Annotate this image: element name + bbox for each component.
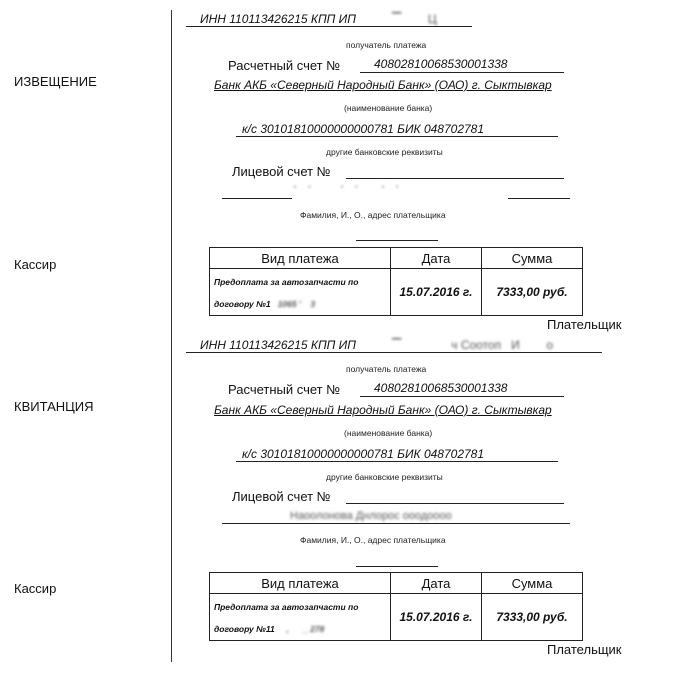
payee-line: ИНН 110113426215 КПП ИП xyxy=(200,12,356,26)
cashier-label: Кассир xyxy=(14,257,57,272)
receipt-title: КВИТАНЦИЯ xyxy=(14,399,94,414)
bank-details: к/с 30101810000000000781 БИК 048702781 xyxy=(242,122,485,136)
payee-line: ИНН 110113426215 КПП ИП xyxy=(200,338,356,352)
payer-sign: Плательщик xyxy=(547,642,622,657)
payee-caption: получатель платежа xyxy=(346,40,427,50)
cashier-label: Кассир xyxy=(14,581,57,596)
bank-name: Банк АКБ «Северный Народный Банк» (ОАО) г. Сыктывкар xyxy=(214,403,552,417)
personal-account-label: Лицевой счет № xyxy=(232,164,331,179)
payer-caption: Фамилия, И., О., адрес плательщика xyxy=(300,210,446,220)
desc-line2: договору №1 xyxy=(214,299,271,309)
desc-line2: договору №11 xyxy=(214,624,275,634)
personal-account-label: Лицевой счет № xyxy=(232,489,331,504)
bank-name: Банк АКБ «Северный Народный Банк» (ОАО) г. Сыктывкар xyxy=(214,78,552,92)
payment-date: 15.07.2016 г. xyxy=(391,269,482,316)
account-number: 40802810068530001338 xyxy=(374,381,508,395)
payee-caption: получатель платежа xyxy=(346,364,427,374)
desc-line1: Предоплата за автозапчасти по xyxy=(214,602,359,612)
col-sum: Сумма xyxy=(482,573,583,594)
col-date: Дата xyxy=(391,248,482,269)
payment-table xyxy=(209,572,583,641)
payee-name-redacted: ▔ Ц xyxy=(392,12,437,26)
col-sum: Сумма xyxy=(482,248,583,269)
payment-date: 15.07.2016 г. xyxy=(391,594,482,641)
col-date: Дата xyxy=(391,573,482,594)
account-label: Расчетный счет № xyxy=(228,382,341,397)
bank-details-caption: другие банковские реквизиты xyxy=(326,472,443,482)
account-label: Расчетный счет № xyxy=(228,58,341,73)
payer-name-redacted: Наоолонова Днлорос ооодоооо xyxy=(290,510,452,522)
vertical-divider xyxy=(171,10,172,662)
payment-sum: 7333,00 руб. xyxy=(482,594,583,641)
bank-details: к/с 30101810000000000781 БИК 048702781 xyxy=(242,447,485,461)
col-payment-type: Вид платежа xyxy=(210,573,391,594)
col-payment-type: Вид платежа xyxy=(210,248,391,269)
desc-line1: Предоплата за автозапчасти по xyxy=(214,277,359,287)
account-number: 40802810068530001338 xyxy=(374,57,508,71)
payee-name-redacted: ▔ ч Соотоп И о xyxy=(392,338,554,352)
bank-caption: (наименование банка) xyxy=(344,428,433,438)
payment-sum: 7333,00 руб. xyxy=(482,269,583,316)
bank-caption: (наименование банка) xyxy=(344,103,433,113)
payer-name-redacted: ' ' ' ' ' ' xyxy=(294,184,399,196)
payer-caption: Фамилия, И., О., адрес плательщика xyxy=(300,535,446,545)
payment-description: Предоплата за автозапчасти по договору №1 1065 ' 3 xyxy=(210,269,391,316)
payment-description: Предоплата за автозапчасти по договору №11 , _ 278 xyxy=(210,594,391,641)
payment-table xyxy=(209,247,583,316)
payer-sign: Плательщик xyxy=(547,317,622,332)
bank-details-caption: другие банковские реквизиты xyxy=(326,147,443,157)
notice-title: ИЗВЕЩЕНИЕ xyxy=(14,74,97,89)
